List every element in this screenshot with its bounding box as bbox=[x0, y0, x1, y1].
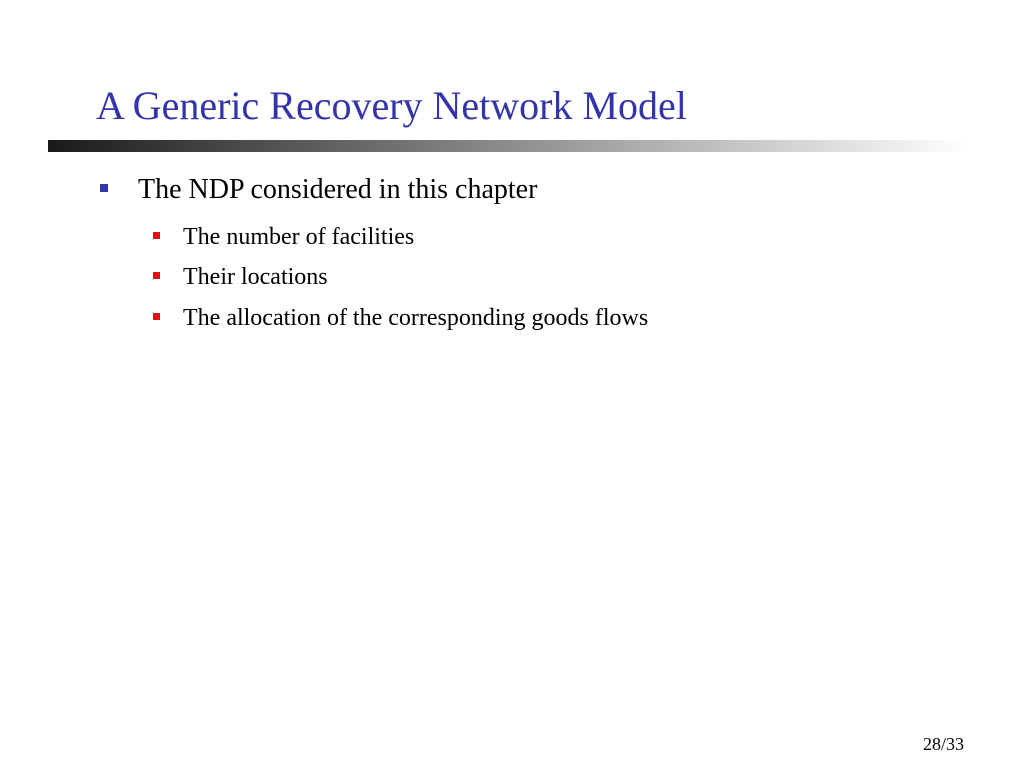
square-bullet-icon bbox=[153, 272, 160, 279]
page-number: 28/33 bbox=[922, 734, 964, 754]
square-bullet-icon bbox=[100, 184, 108, 192]
sub-bullet-text: The allocation of the corresponding goods flows bbox=[183, 305, 649, 331]
slide-title: A Generic Recovery Network Model bbox=[96, 83, 687, 128]
square-bullet-icon bbox=[153, 232, 160, 239]
bullet-text: The NDP considered in this chapter bbox=[138, 174, 538, 205]
square-bullet-icon bbox=[153, 313, 160, 320]
sub-bullet-text: The number of facilities bbox=[183, 224, 415, 250]
title-gradient-rule bbox=[48, 140, 968, 152]
sub-bullet-text: Their locations bbox=[183, 264, 328, 290]
